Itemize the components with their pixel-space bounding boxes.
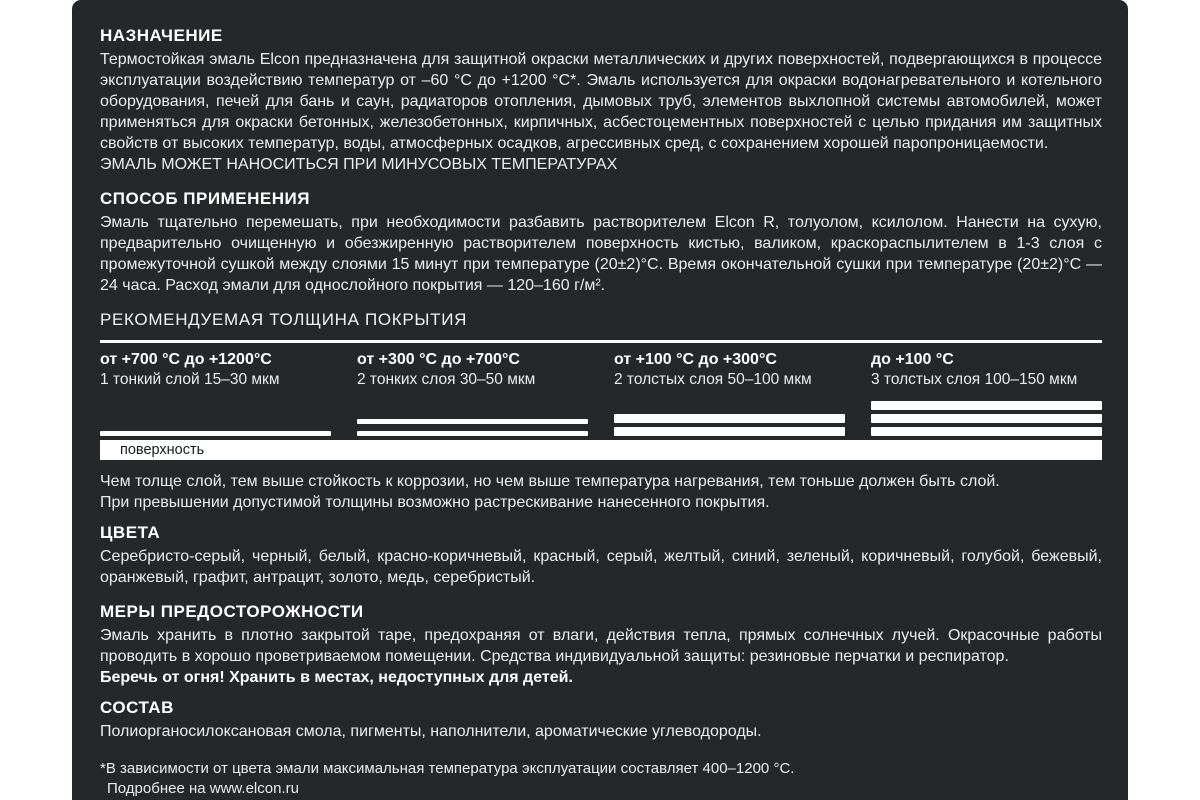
precautions-bold-note: Беречь от огня! Хранить в местах, недоступных для детей. [100, 669, 573, 686]
precautions-title: МЕРЫ ПРЕДОСТОРОЖНОСТИ [100, 602, 364, 621]
purpose-note: ЭМАЛЬ МОЖЕТ НАНОСИТЬСЯ ПРИ МИНУСОВЫХ ТЕМПЕРАТУРАХ [100, 156, 618, 173]
layer-bar [871, 427, 1102, 436]
application-text: Эмаль тщательно перемешать, при необходимости разбавить растворителем Elcon R, толуолом, ксилолом. Нанести на сухую, предварительно очищенную и обезжиренную растворителем поверхность кистью, валиком, краскораспылителем в 1-3 слоя с промежуточной сушкой между слоями 15 минут при температуре (20±2)°С. Время окончательной сушки при температуре (20±2)°С — 24 часа. Расход эмали для однослойного покрытия — 120–160 г/м². [100, 214, 1102, 294]
layer-bars [357, 389, 588, 436]
layer-spec-label: 2 толстых слоя 50–100 мкм [614, 371, 812, 388]
section-colors [100, 523, 1102, 588]
thickness-note-1: Чем толще слой, тем выше стойкость к коррозии, но чем выше температура нагревания, тем тоньше должен быть слой. [100, 473, 1000, 490]
thickness-column [614, 351, 845, 436]
temp-range-label: до +100 °С [871, 351, 954, 368]
temp-range-label: от +300 °С до +700°С [357, 351, 520, 368]
section-precautions [100, 602, 1102, 688]
layer-bar [357, 431, 588, 436]
composition-title: СОСТАВ [100, 698, 174, 717]
thickness-column [100, 351, 331, 436]
precautions-text: Эмаль хранить в плотно закрытой таре, предохраняя от влаги, действия тепла, прямых солнечных лучей. Окрасочные работы проводить в хорошо проветриваемом помещении. Средства индивидуальной защиты: резиновые перчатки и респиратор. [100, 627, 1102, 665]
surface-bar [100, 440, 1102, 460]
footnote-line-1: *В зависимости от цвета эмали максимальная температура эксплуатации составляет 400–1200 °С. [100, 760, 795, 777]
colors-text: Серебристо-серый, черный, белый, красно-коричневый, красный, серый, желтый, синий, зеленый, коричневый, голубой, бежевый, оранжевый, графит, антрацит, золото, медь, серебристый. [100, 548, 1102, 586]
application-title: СПОСОБ ПРИМЕНЕНИЯ [100, 189, 311, 208]
layer-bars [100, 389, 331, 436]
thickness-columns [100, 351, 1102, 436]
label-panel [72, 0, 1128, 800]
layer-bar [614, 414, 845, 423]
layer-bar [871, 401, 1102, 410]
temp-range-label: от +700 °С до +1200°С [100, 351, 272, 368]
section-thickness [100, 310, 1102, 513]
footnote-line-2: Подробнее на www.elcon.ru [107, 780, 299, 797]
layer-bar [871, 414, 1102, 423]
thickness-title: РЕКОМЕНДУЕМАЯ ТОЛЩИНА ПОКРЫТИЯ [100, 310, 468, 329]
thickness-column [871, 351, 1102, 436]
composition-text: Полиорганосилоксановая смола, пигменты, наполнители, ароматические углеводороды. [100, 723, 762, 740]
layer-bars [614, 389, 845, 436]
thickness-note-2: При превышении допустимой толщины возможно растрескивание нанесенного покрытия. [100, 494, 770, 511]
section-application [100, 189, 1102, 296]
colors-title: ЦВЕТА [100, 523, 161, 542]
purpose-text: Термостойкая эмаль Elcon предназначена для защитной окраски металлических и других поверхностей, подвергающихся в процессе эксплуатации воздействию температур от –60 °С до +1200 °С*. Эмаль используется для окраски водонагревательного и котельного оборудования, печей для бань и саун, радиаторов отопления, дымовых труб, элементов выхлопной системы автомобилей, может применяться для окраски бетонных, железобетонных, кирпичных, асбестоцементных поверхностей с целью придания им защитных свойств от высоких температур, воды, атмосферных осадков, агрессивных сред, с сохранением хорошей паропроницаемости. [100, 51, 1102, 152]
thickness-column [357, 351, 588, 436]
layer-bar [357, 419, 588, 424]
purpose-title: НАЗНАЧЕНИЕ [100, 26, 223, 45]
temp-range-label: от +100 °С до +300°С [614, 351, 777, 368]
section-purpose [100, 26, 1102, 175]
layer-bar [614, 427, 845, 436]
layer-spec-label: 3 толстых слоя 100–150 мкм [871, 371, 1078, 388]
layer-spec-label: 2 тонких слоя 30–50 мкм [357, 371, 536, 388]
layer-bar [100, 431, 331, 436]
layer-bars [871, 389, 1102, 436]
footnote [100, 759, 1102, 799]
thickness-notes [100, 471, 1102, 513]
surface-label: поверхность [120, 442, 205, 458]
section-composition [100, 698, 1102, 742]
divider-line [100, 340, 1102, 343]
layer-spec-label: 1 тонкий слой 15–30 мкм [100, 371, 280, 388]
